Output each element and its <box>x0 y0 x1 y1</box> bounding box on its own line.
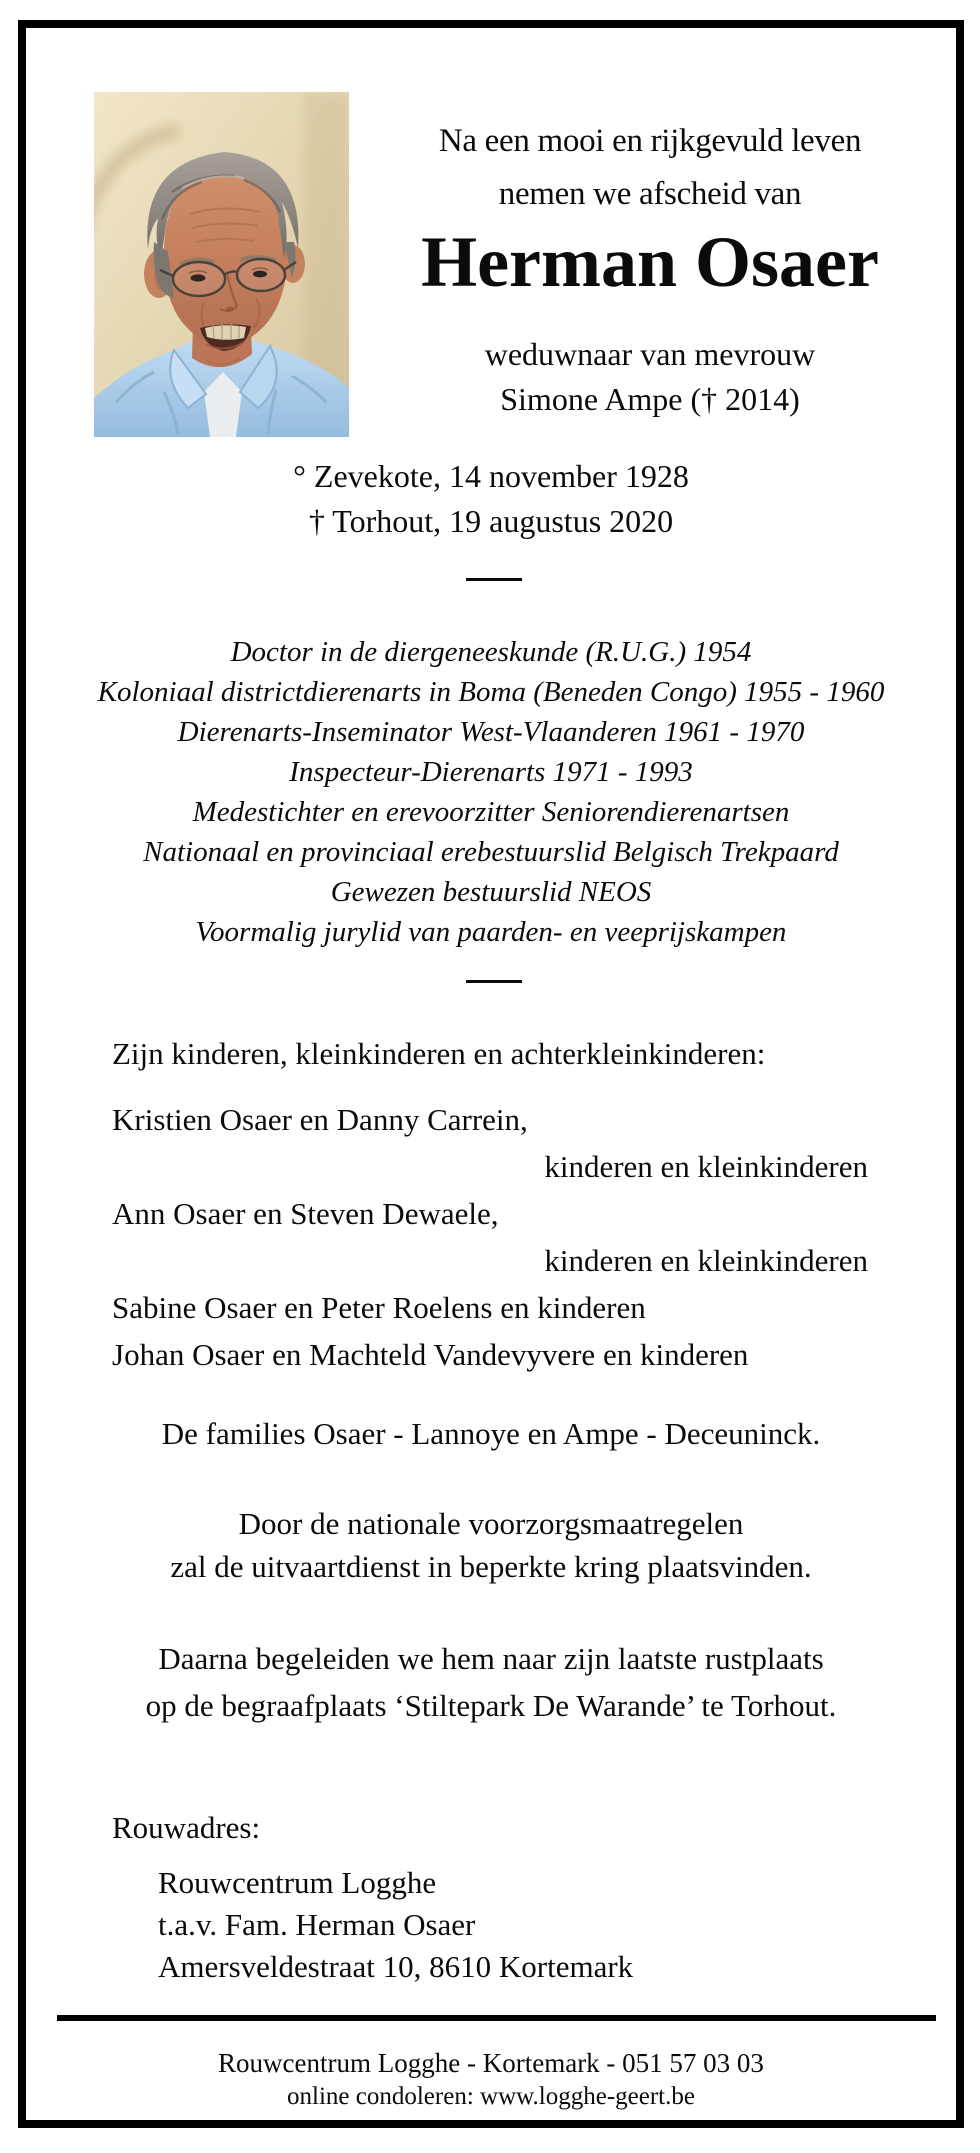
resting-line-2: op de begraafplaats ‘Stiltepark De Warande’ te Torhout. <box>145 1688 837 1723</box>
intro-line-1: Na een mooi en rijkgevuld leven <box>438 123 862 159</box>
portrait-photo <box>94 92 349 437</box>
announcement-line-1: Door de nationale voorzorgsmaatregelen <box>238 1506 744 1541</box>
career-line: Doctor in de diergeneeskunde (R.U.G.) 1954 <box>230 636 752 668</box>
announcement-line-2: zal de uitvaartdienst in beperkte kring plaatsvinden. <box>170 1549 812 1584</box>
widower-line-1: weduwnaar van mevrouw <box>484 336 816 372</box>
section-divider <box>466 578 522 581</box>
career-line: Inspecteur-Dierenarts 1971 - 1993 <box>289 756 693 788</box>
deceased-name: Herman Osaer <box>421 222 879 302</box>
footer-rule <box>57 2015 936 2021</box>
funeral-home-contact: Rouwcentrum Logghe - Kortemark - 051 57 03 03 <box>218 2048 764 2078</box>
career-line: Gewezen bestuurslid NEOS <box>330 876 652 908</box>
address-line-1: Rouwcentrum Logghe <box>158 1865 437 1900</box>
family-heading: Zijn kinderen, kleinkinderen en achterkleinkinderen: <box>112 1036 766 1071</box>
family-member-line: Ann Osaer en Steven Dewaele, <box>112 1196 499 1231</box>
resting-place-text <box>26 1635 956 1729</box>
life-dates <box>26 454 956 544</box>
address-line-3: Amersveldestraat 10, 8610 Kortemark <box>158 1949 634 1984</box>
birth-date: ° Zevekote, 14 november 1928 <box>293 458 689 494</box>
family-member-line: Sabine Osaer en Peter Roelens en kinderen <box>112 1290 646 1325</box>
section-divider <box>466 980 522 983</box>
portrait-photo-illustration <box>94 92 349 437</box>
family-list <box>112 1096 868 1378</box>
intro-line-2: nemen we afscheid van <box>498 176 802 212</box>
widower-line-2: Simone Ampe († 2014) <box>500 381 800 417</box>
career-line: Medestichter en erevoorzitter Seniorendierenartsen <box>192 796 790 828</box>
mourning-address-block <box>158 1862 858 1988</box>
career-line: Koloniaal districtdierenarts in Boma (Beneden Congo) 1955 - 1960 <box>97 676 885 708</box>
footer <box>26 2046 956 2114</box>
death-date: † Torhout, 19 augustus 2020 <box>308 503 674 539</box>
intro-text <box>360 115 940 221</box>
career-list <box>26 632 956 952</box>
career-line: Nationaal en provinciaal erebestuurslid Belgisch Trekpaard <box>143 836 839 868</box>
resting-line-1: Daarna begeleiden we hem naar zijn laatste rustplaats <box>158 1641 824 1676</box>
online-condolence-url: online condoleren: www.logghe-geert.be <box>287 2083 695 2110</box>
career-line: Voormalig jurylid van paarden- en veeprijskampen <box>195 916 787 948</box>
families-line: De families Osaer - Lannoye en Ampe - Deceuninck. <box>161 1416 821 1451</box>
address-line-2: t.a.v. Fam. Herman Osaer <box>158 1907 476 1942</box>
family-descendants-line: kinderen en kleinkinderen <box>544 1149 868 1184</box>
career-line: Dierenarts-Inseminator West-Vlaanderen 1961 - 1970 <box>177 716 805 748</box>
family-member-line: Kristien Osaer en Danny Carrein, <box>112 1102 528 1137</box>
family-descendants-line: kinderen en kleinkinderen <box>544 1243 868 1278</box>
funeral-announcement <box>26 1502 956 1588</box>
family-member-line: Johan Osaer en Machteld Vandevyvere en kinderen <box>112 1337 749 1372</box>
widower-text <box>360 332 940 422</box>
mourning-address-label: Rouwadres: <box>112 1810 261 1845</box>
